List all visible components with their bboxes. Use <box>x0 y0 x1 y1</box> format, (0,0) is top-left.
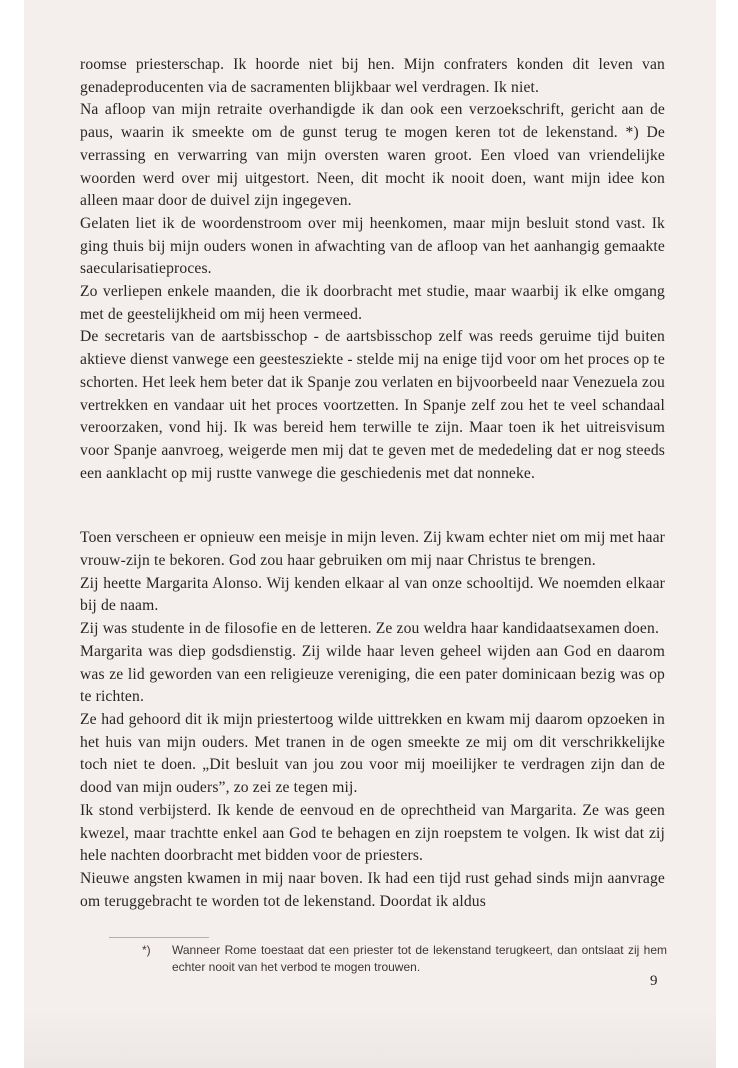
footnote-divider <box>109 937 209 938</box>
paragraph: Margarita was diep godsdienstig. Zij wilde haar leven geheel wijden aan God en daarom was ze lid geworden van een religieuze vereniging, die een pater dominicaan bezig was op te richten. <box>80 642 665 706</box>
paragraph: Ze had gehoord dit ik mijn priestertoog wilde uittrekken en kwam mij daarom opzoeken in het huis van mijn ouders. Met tranen in de ogen smeekte ze mij om dit verschrikkelijke toch niet te doen. „Dit besluit van jou zou voor mij moeilijker te verdragen zijn dan de dood van mijn ouders”, zo zei ze tegen mij. <box>80 710 665 797</box>
paragraph: Na afloop van mijn retraite overhandigde ik dan ook een verzoekschrift, gericht aan de paus, waarin ik smeekte om de gunst terug te mogen keren tot de lekenstand. *) De verrassing en verwarring van mijn oversten waren groot. Een vloed van vriendelijke woorden werd over mij uitgestort. Neen, dit mocht ik nooit doen, want mijn idee kon alleen maar door de duivel zijn ingegeven. <box>80 101 665 210</box>
paragraph: roomse priesterschap. Ik hoorde niet bij hen. Mijn confraters konden dit leven van genadeproducenten via de sacramenten blijkbaar wel verdragen. Ik niet. <box>80 56 665 96</box>
body-text <box>80 54 665 913</box>
book-page <box>24 0 716 1068</box>
paragraph: Nieuwe angsten kwamen in mij naar boven. Ik had een tijd rust gehad sinds mijn aanvrage om teruggebracht te worden tot de lekenstand. Doordat ik aldus <box>80 869 665 910</box>
paragraph: Ik stond verbijsterd. Ik kende de eenvoud en de oprechtheid van Margarita. Ze was geen kwezel, maar trachtte enkel aan God te behagen en zijn roepstem te volgen. Ik wist dat zij hele nachten doorbracht met bidden voor de priesters. <box>80 801 665 865</box>
paragraph: Toen verscheen er opnieuw een meisje in mijn leven. Zij kwam echter niet om mij met haar vrouw-zijn te bekoren. God zou haar gebruiken om mij naar Christus te brengen. <box>80 529 665 570</box>
page-number: 9 <box>650 973 658 989</box>
footnote-mark: *) <box>142 943 151 957</box>
paragraph: Zo verliepen enkele maanden, die ik doorbracht met studie, maar waarbij ik elke omgang met de geestelijkheid om mij heen vermeed. <box>80 283 665 323</box>
footnote-text: Wanneer Rome toestaat dat een priester tot de lekenstand terugkeert, dan ontslaat zij hem echter nooit van het verbod te mogen trouwen. <box>172 943 667 974</box>
section-break <box>80 485 665 527</box>
paragraph: Zij was studente in de filosofie en de letteren. Ze zou weldra haar kandidaatsexamen doen. <box>80 620 659 638</box>
paragraph: De secretaris van de aartsbisschop - de aartsbisschop zelf was reeds geruime tijd buiten aktieve dienst vanwege een geestesziekte - stelde mij na enige tijd voor om het proces op te schorten. Het leek hem beter dat ik Spanje zou verlaten en bijvoorbeeld naar Venezuela zou vertrekken en vandaar uit het proces voortzetten. In Spanje zelf zou het te veel schandaal veroorzaken, vond hij. Ik was bereid hem terwille te zijn. Maar toen ik het uitreisvisum voor Spanje aanvroeg, weigerde men mij dat te geven met de mededeling dat er nog steeds een aanklacht op mij rustte vanwege die geschiedenis met dat nonneke. <box>80 328 665 482</box>
paragraph: Zij heette Margarita Alonso. Wij kenden elkaar al van onze schooltijd. We noemden elkaar bij de naam. <box>80 574 665 615</box>
footnote <box>142 942 667 975</box>
paragraph: Gelaten liet ik de woordenstroom over mij heenkomen, maar mijn besluit stond vast. Ik ging thuis bij mijn ouders wonen in afwachting van de afloop van het aanhangig gemaakte saecularisatieproces. <box>80 214 665 278</box>
